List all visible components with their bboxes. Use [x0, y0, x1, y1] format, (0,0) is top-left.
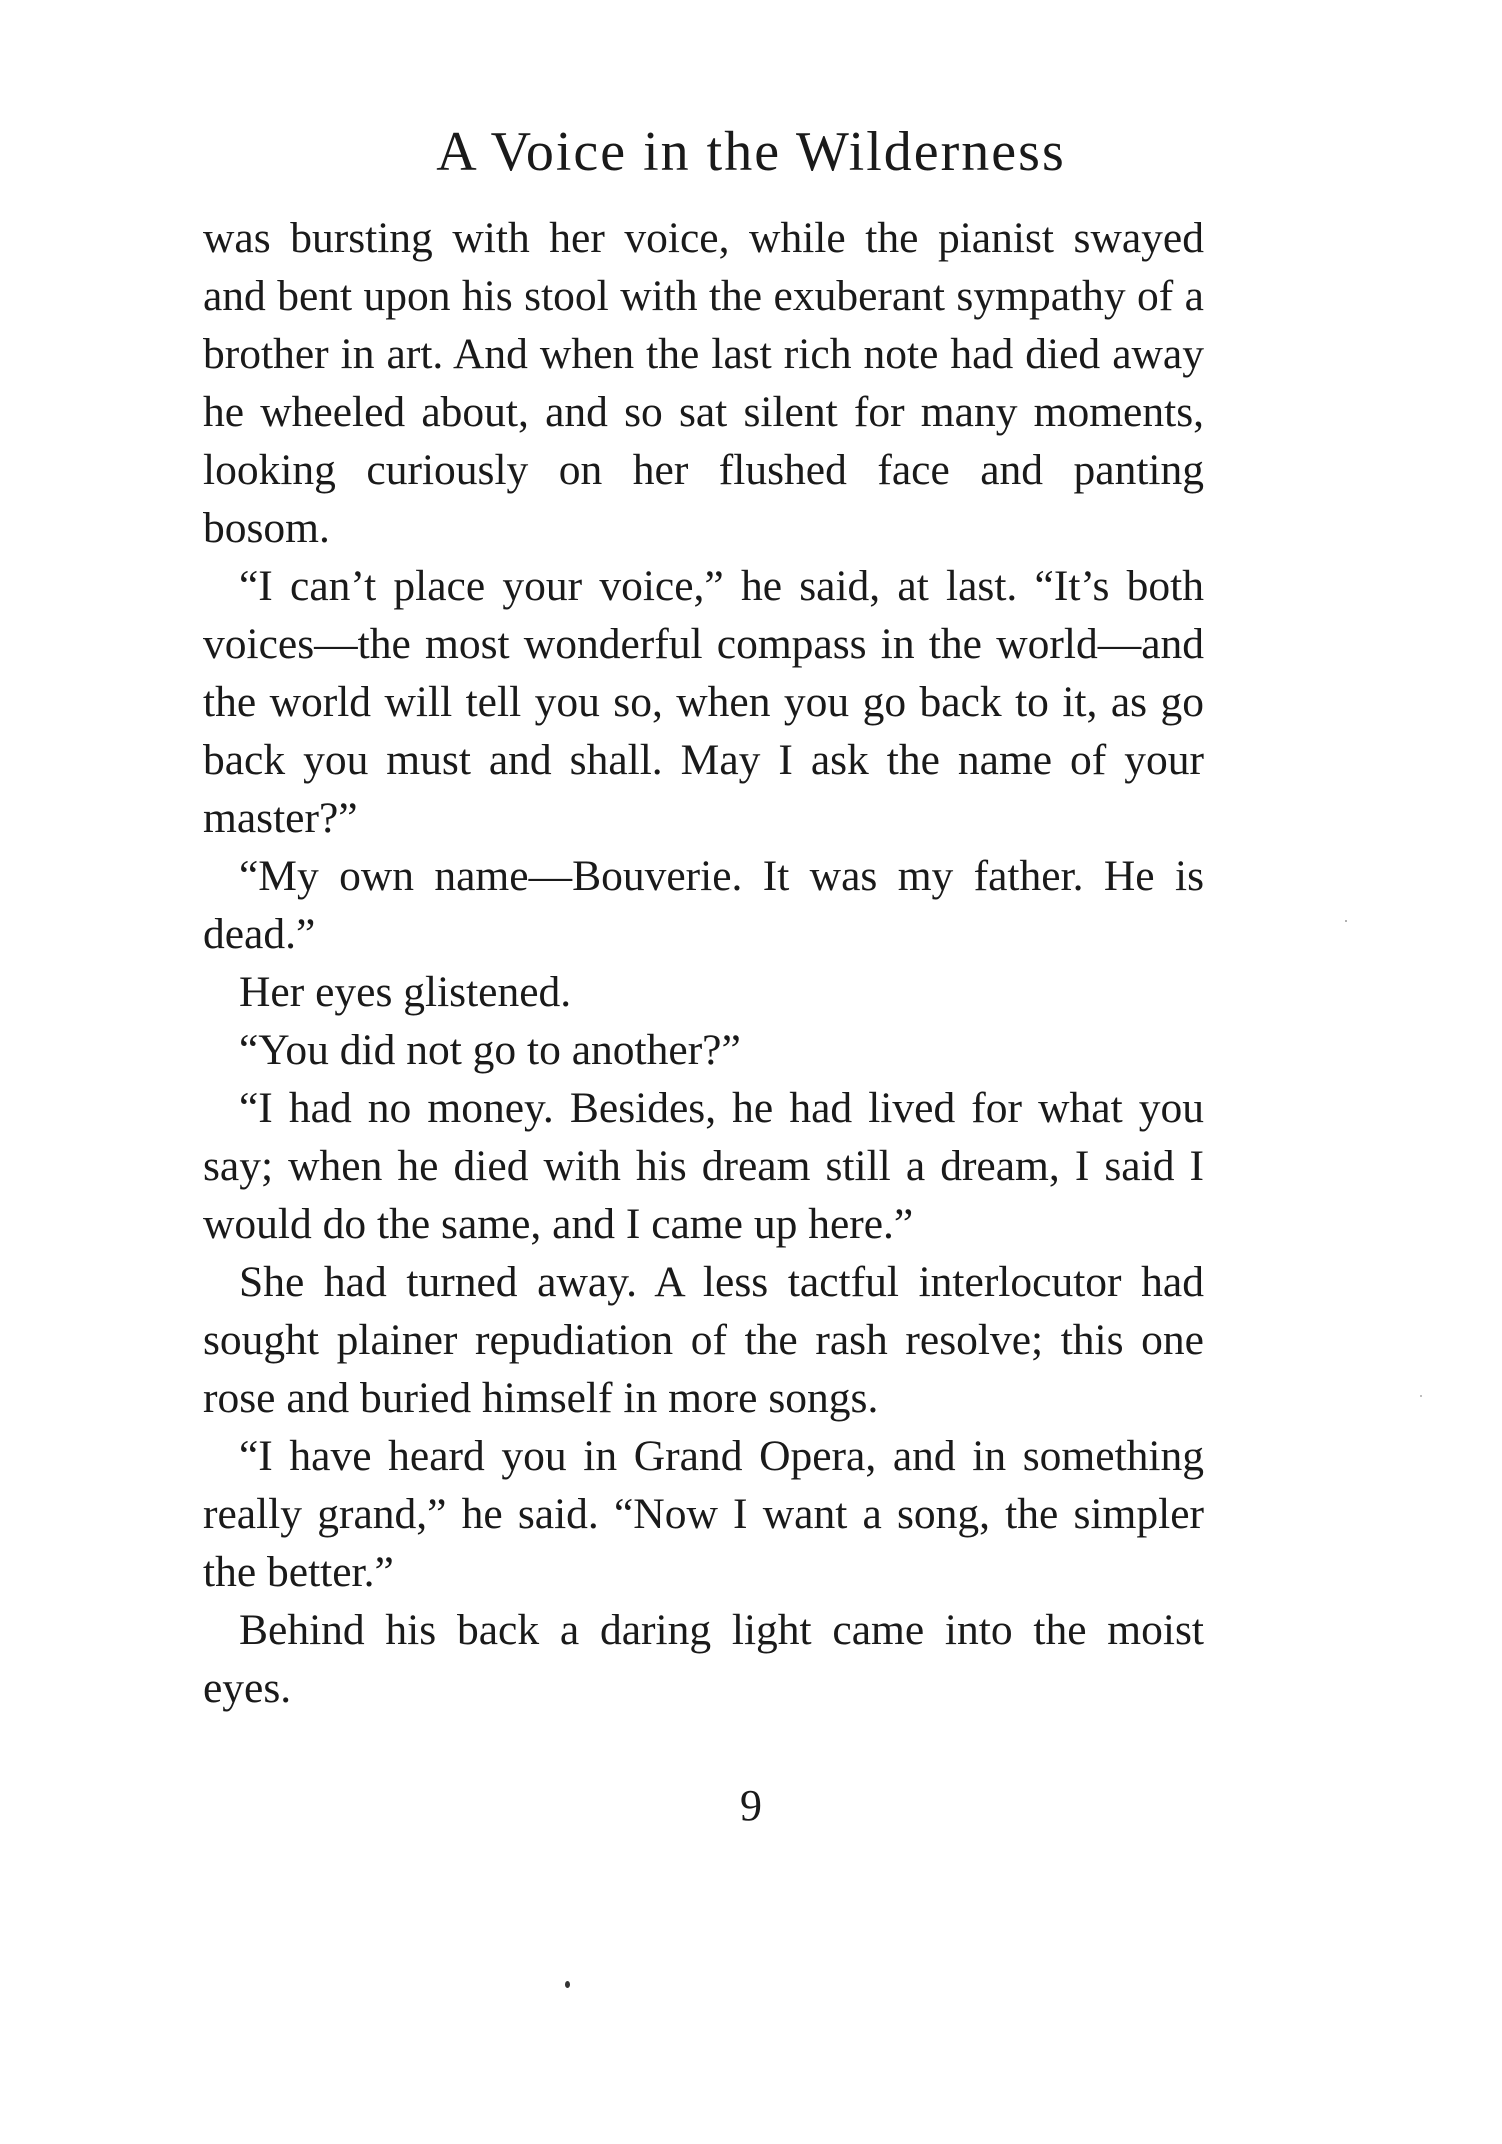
paragraph: “You did not go to another?” [239, 1026, 741, 1074]
paragraph: Her eyes glistened. [239, 968, 572, 1016]
ink-speck [1345, 920, 1347, 922]
ink-speck [1420, 1395, 1422, 1397]
page-number: 9 [740, 1781, 762, 1830]
paragraph: “My own name—Bouverie. It was my father. He is dead.” [203, 852, 1204, 958]
body-text [203, 209, 1204, 1717]
paragraph: “I can’t place your voice,” he said, at last. “It’s both voices—the most wonderful compass in the world—and the world will tell you so, when you go back to it, as go back you must and shall. May I ask the name of your master?” [203, 562, 1204, 842]
ink-speck [565, 1981, 570, 1988]
paragraph: Behind his back a daring light came into the moist eyes. [203, 1606, 1204, 1712]
paragraph: was bursting with her voice, while the pianist swayed and bent upon his stool with the exuberant sympathy of a brother in art. And when the last rich note had died away he wheeled about, and so sat silent for many moments, looking curiously on her flushed face and panting bosom. [203, 214, 1204, 552]
paragraph: “I had no money. Besides, he had lived for what you say; when he died with his dream still a dream, I said I would do the same, and I came up here.” [203, 1084, 1204, 1248]
running-head: A Voice in the Wilderness [436, 121, 1066, 183]
paragraph: “I have heard you in Grand Opera, and in something really grand,” he said. “Now I want a song, the simpler the better.” [203, 1432, 1204, 1596]
paragraph: She had turned away. A less tactful interlocutor had sought plainer repudiation of the rash resolve; this one rose and buried himself in more songs. [203, 1258, 1204, 1422]
